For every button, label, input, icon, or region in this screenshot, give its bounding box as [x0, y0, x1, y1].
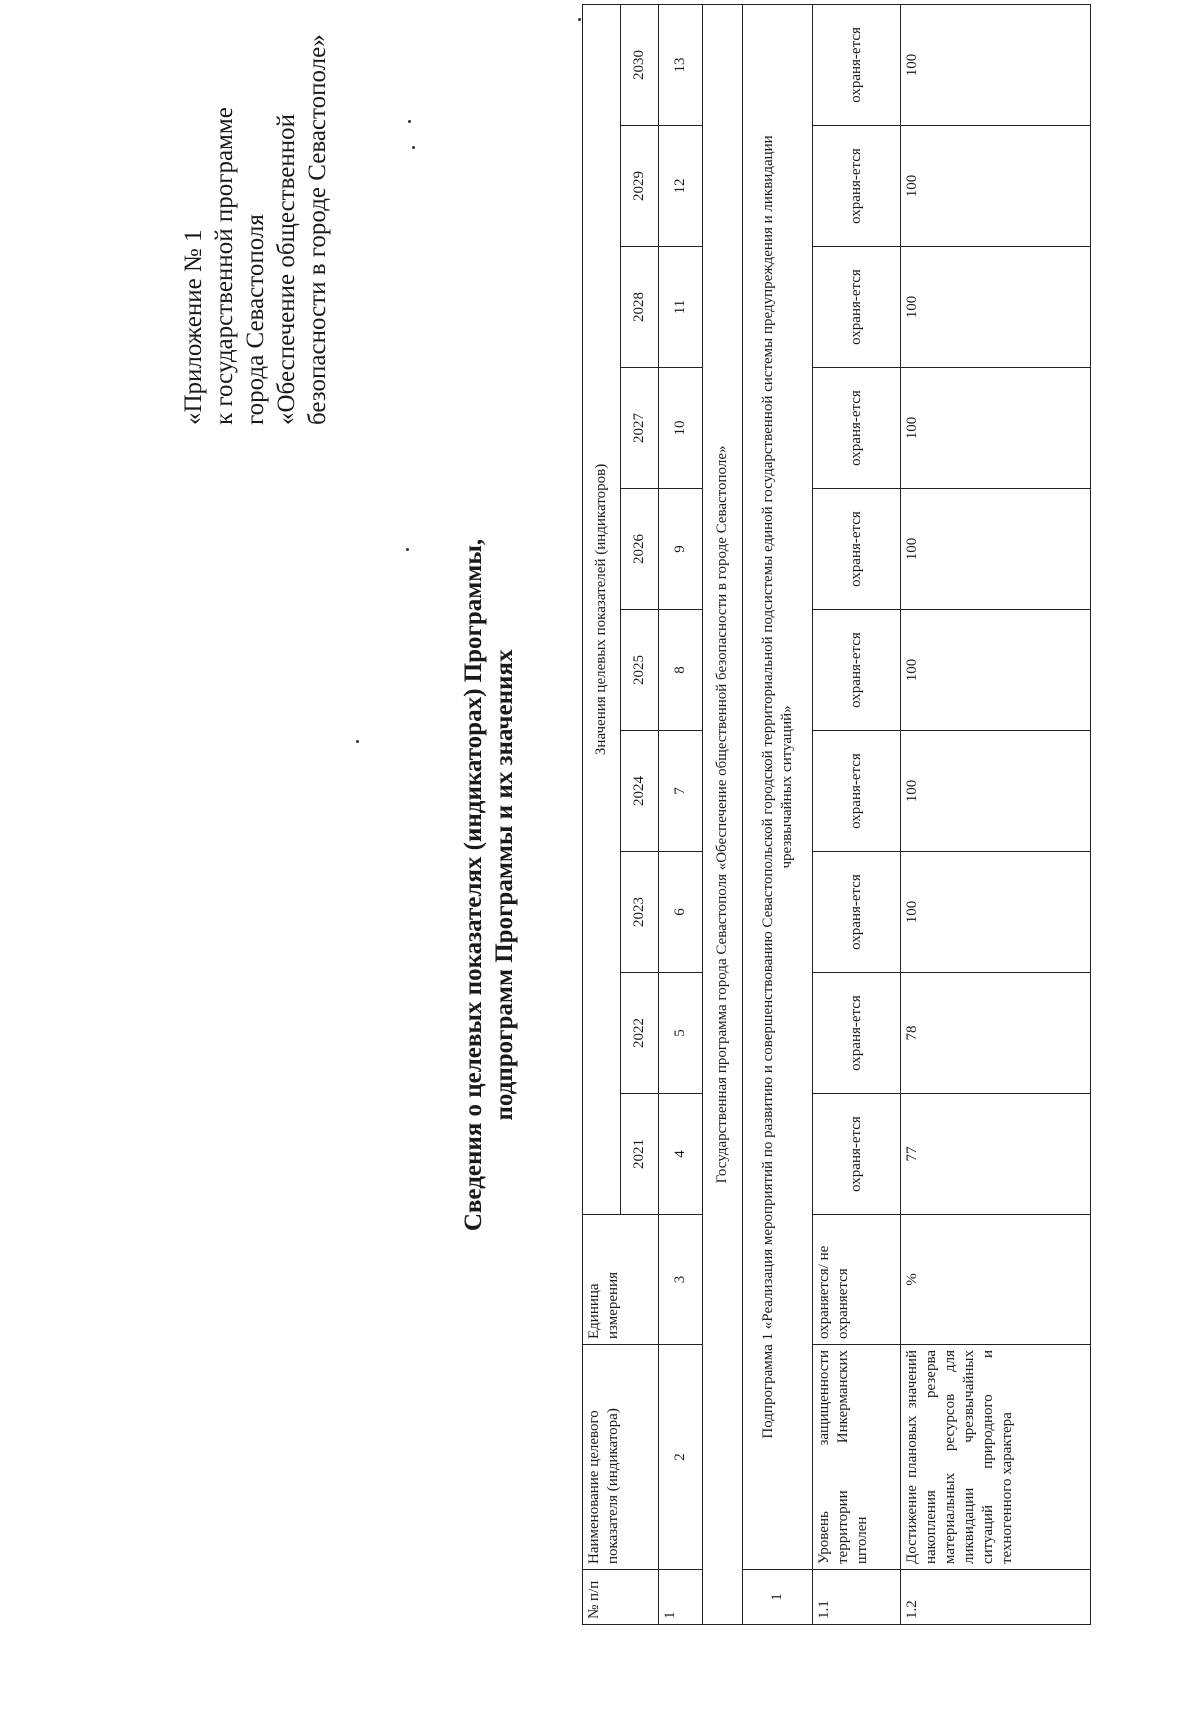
row-value: 100: [901, 4, 1091, 125]
row-name: Уровень защищенности территории Инкерманских штолен: [813, 1345, 901, 1570]
row-value: охраня-ется: [813, 126, 901, 247]
subprogram-num: 1: [743, 1570, 813, 1625]
row-value: 100: [901, 368, 1091, 489]
row-value: охраня-ется: [813, 973, 901, 1094]
row-value: 77: [901, 1094, 1091, 1215]
scan-speck: [408, 120, 411, 123]
index-row: [659, 4, 703, 1624]
scan-speck: [578, 18, 581, 21]
row-num: 1.2: [901, 1570, 1091, 1625]
header-num: № п/п: [583, 1570, 659, 1625]
row-value: охраня-ется: [813, 4, 901, 125]
row-value: охраня-ется: [813, 489, 901, 610]
index-cell: 7: [659, 731, 703, 852]
header-year: 2023: [621, 852, 659, 973]
subprogram-row: [743, 4, 813, 1624]
scan-speck: [356, 740, 359, 743]
title-line-2: подпрограмм Программы и их значениях: [491, 649, 518, 1121]
index-cell: 12: [659, 126, 703, 247]
row-value: 100: [901, 247, 1091, 368]
subprogram-title: Подпрограмма 1 «Реализация мероприятий по развитию и совершенствованию Севастопольской городской территориальной подсистемы единой государственной системы предупреждения и ликвидации чрезвычайных ситуаций»: [743, 4, 813, 1569]
index-cell: 6: [659, 852, 703, 973]
row-value: 100: [901, 126, 1091, 247]
row-value: охраня-ется: [813, 610, 901, 731]
header-year: 2021: [621, 1094, 659, 1215]
appendix-line: безопасности в городе Севастополе»: [304, 34, 331, 425]
scan-speck: [406, 548, 409, 551]
index-cell: 13: [659, 4, 703, 125]
header-values-group: Значения целевых показателей (индикаторов): [583, 4, 621, 1214]
index-cell: 5: [659, 973, 703, 1094]
row-value: 100: [901, 731, 1091, 852]
header-row-1: [583, 4, 621, 1624]
header-year: 2029: [621, 126, 659, 247]
row-value: охраня-ется: [813, 247, 901, 368]
appendix-line: к государственной программе: [211, 107, 238, 425]
row-value: 78: [901, 973, 1091, 1094]
appendix-note: [178, 34, 333, 425]
index-cell: 11: [659, 247, 703, 368]
program-row: [703, 4, 743, 1624]
row-value: охраня-ется: [813, 368, 901, 489]
index-cell: 9: [659, 489, 703, 610]
appendix-line: «Обеспечение общественной: [273, 114, 300, 425]
appendix-line: «Приложение № 1: [180, 229, 207, 425]
index-cell: 3: [659, 1215, 703, 1345]
index-cell: 1: [659, 1570, 703, 1625]
row-value: 100: [901, 610, 1091, 731]
row-unit: охраняется/ не охраняется: [813, 1215, 901, 1345]
row-value: охраня-ется: [813, 852, 901, 973]
header-year: 2030: [621, 4, 659, 125]
index-cell: 10: [659, 368, 703, 489]
indicators-table: [582, 4, 1091, 1625]
index-cell: 4: [659, 1094, 703, 1215]
indicator-row: [813, 4, 901, 1624]
indicator-row: [901, 4, 1091, 1624]
row-num: 1.1: [813, 1570, 901, 1625]
row-value: 100: [901, 489, 1091, 610]
appendix-line: города Севастополя: [242, 214, 269, 425]
title-line-1: Сведения о целевых показателях (индикаторах) Программы,: [460, 538, 487, 1232]
header-year: 2028: [621, 247, 659, 368]
row-value: охраня-ется: [813, 731, 901, 852]
header-year: 2027: [621, 368, 659, 489]
scan-speck: [412, 146, 415, 149]
document-title: [458, 385, 520, 1385]
program-title: Государственная программа города Севастополя «Обеспечение общественной безопасности в городе Севастополе»: [703, 4, 743, 1624]
index-cell: 2: [659, 1345, 703, 1570]
header-unit: Единица измерения: [583, 1215, 659, 1345]
header-year: 2026: [621, 489, 659, 610]
row-value: охраня-ется: [813, 1094, 901, 1215]
header-year: 2024: [621, 731, 659, 852]
row-value: 100: [901, 852, 1091, 973]
header-name: Наименование целевого показателя (индикатора): [583, 1345, 659, 1570]
row-name: Достижение плановых значений накопления резерва материальных ресурсов для ликвидации чрезвычайных ситуаций природного и техногенного характера: [901, 1345, 1091, 1570]
header-year: 2025: [621, 610, 659, 731]
row-unit: %: [901, 1215, 1091, 1345]
header-year: 2022: [621, 973, 659, 1094]
index-cell: 8: [659, 610, 703, 731]
